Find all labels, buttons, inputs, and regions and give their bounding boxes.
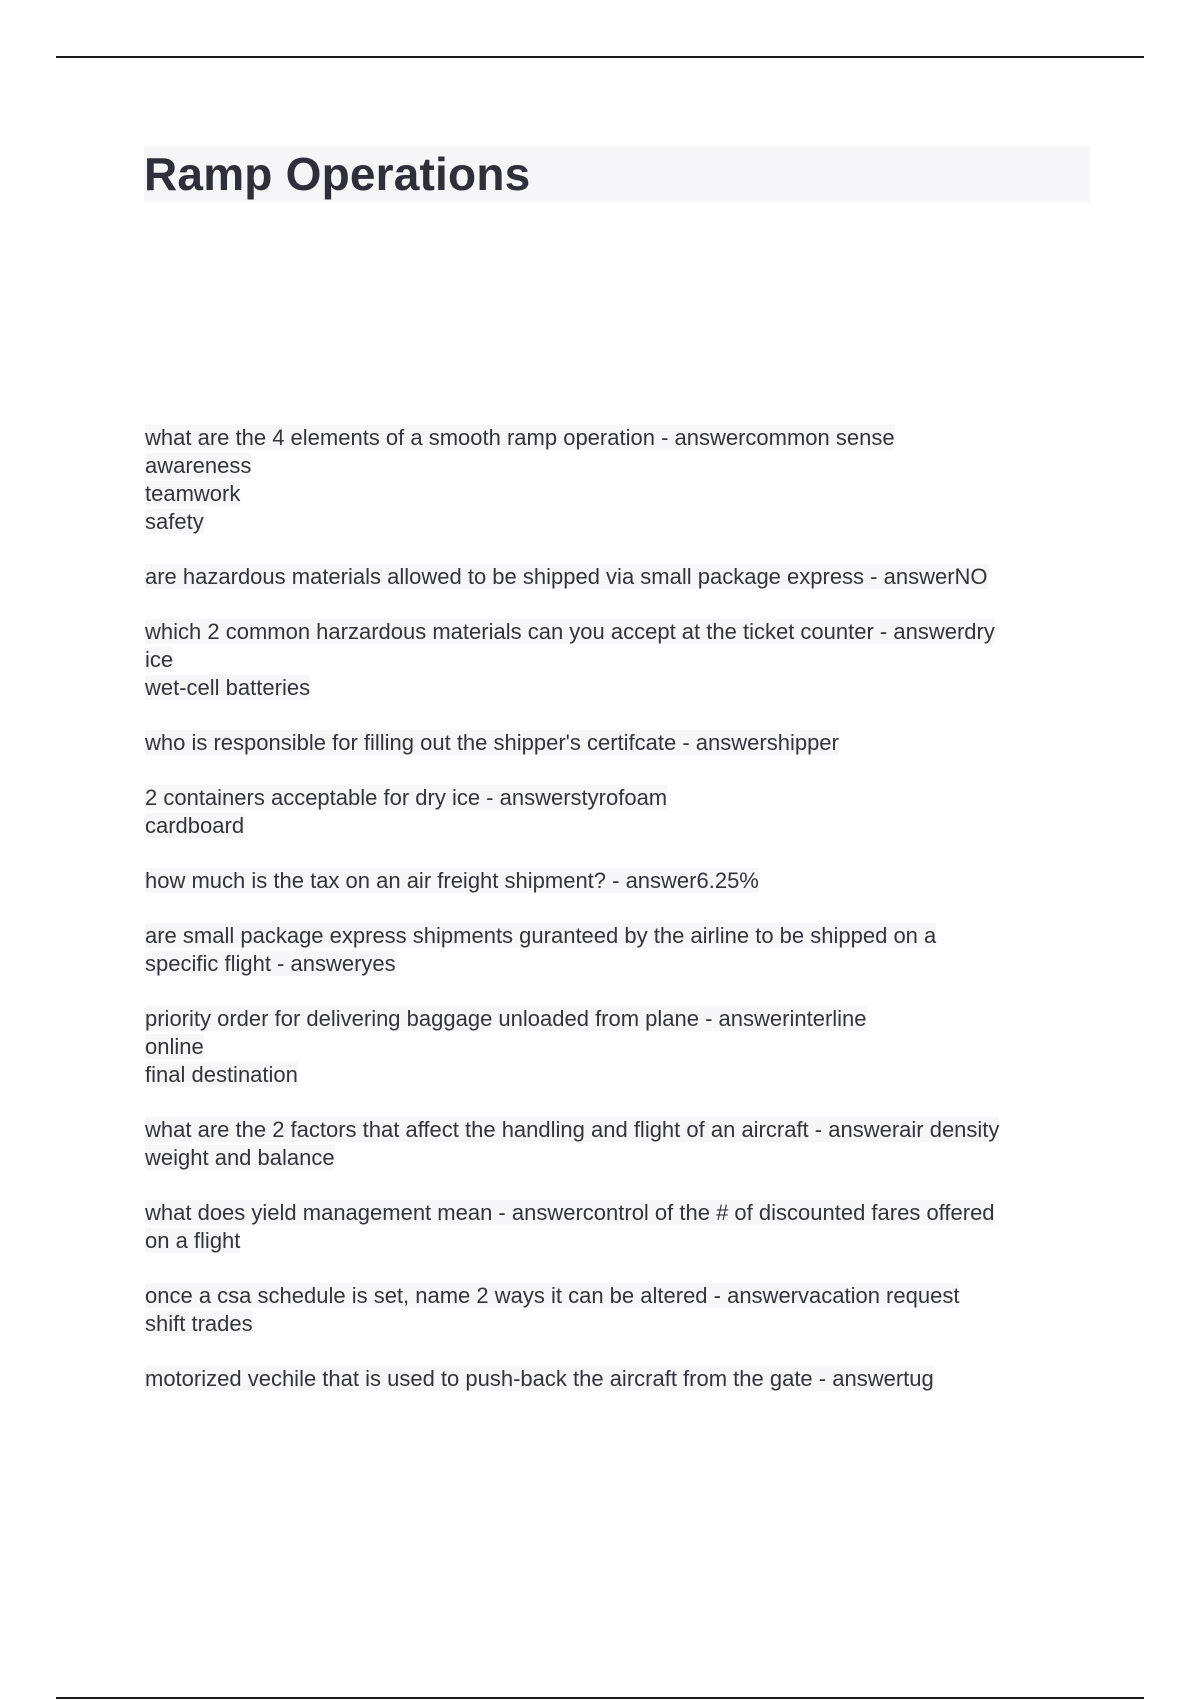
qa-item <box>145 618 1095 702</box>
qa-item <box>145 1005 1095 1089</box>
qa-item <box>145 563 1095 591</box>
bottom-rule <box>56 1697 1144 1699</box>
qa-line: motorized vechile that is used to push-back the aircraft from the gate - answertug <box>145 1366 934 1391</box>
qa-line: what are the 4 elements of a smooth ramp operation - answercommon sense <box>145 425 895 450</box>
qa-item <box>145 1116 1095 1172</box>
qa-item <box>145 1199 1095 1255</box>
qa-line: safety <box>145 509 204 534</box>
qa-line: shift trades <box>145 1311 253 1336</box>
qa-line: final destination <box>145 1062 298 1087</box>
qa-line: priority order for delivering baggage unloaded from plane - answerinterline <box>145 1006 867 1031</box>
qa-item <box>145 729 1095 757</box>
qa-line: how much is the tax on an air freight shipment? - answer6.25% <box>145 868 759 893</box>
qa-item <box>145 922 1095 978</box>
qa-list <box>145 424 1095 1420</box>
qa-line: are small package express shipments guranteed by the airline to be shipped on a <box>145 923 937 948</box>
top-rule <box>56 56 1144 58</box>
title-block <box>144 146 1090 202</box>
qa-line: on a flight <box>145 1228 241 1253</box>
qa-line: wet-cell batteries <box>145 675 311 700</box>
qa-line: ice <box>145 647 174 672</box>
qa-line: online <box>145 1034 204 1059</box>
qa-item <box>145 1365 1095 1393</box>
qa-line: once a csa schedule is set, name 2 ways it can be altered - answervacation request <box>145 1283 960 1308</box>
qa-line: weight and balance <box>145 1145 335 1170</box>
qa-line: 2 containers acceptable for dry ice - answerstyrofoam <box>145 785 668 810</box>
page-title: Ramp Operations <box>144 148 531 200</box>
qa-line: are hazardous materials allowed to be shipped via small package express - answerNO <box>145 564 988 589</box>
qa-item <box>145 424 1095 536</box>
qa-line: what are the 2 factors that affect the handling and flight of an aircraft - answerair density <box>145 1117 1000 1142</box>
qa-item <box>145 1282 1095 1338</box>
qa-line: what does yield management mean - answercontrol of the # of discounted fares offered <box>145 1200 995 1225</box>
qa-item <box>145 784 1095 840</box>
qa-line: cardboard <box>145 813 245 838</box>
qa-line: teamwork <box>145 481 241 506</box>
qa-line: which 2 common harzardous materials can you accept at the ticket counter - answerdry <box>145 619 995 644</box>
qa-line: specific flight - answeryes <box>145 951 396 976</box>
qa-item <box>145 867 1095 895</box>
qa-line: who is responsible for filling out the shipper's certifcate - answershipper <box>145 730 839 755</box>
qa-line: awareness <box>145 453 252 478</box>
